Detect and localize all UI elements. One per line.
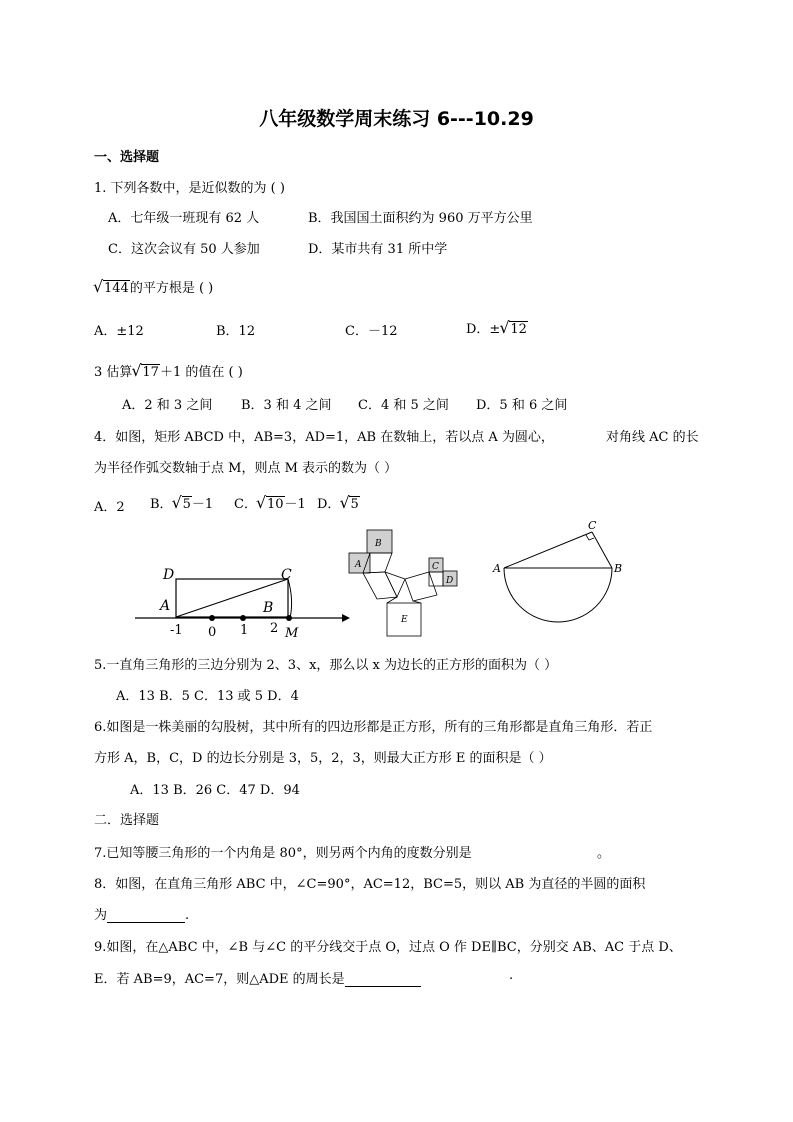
question-8-line-1: 8．如图，在直角三角形 ABC 中，∠C=90°，AC=12，BC=5，则以 AB 为直径的半圆的面积 — [94, 877, 646, 892]
sqrt-symbol: √ 10 — [257, 496, 285, 512]
question-4-line-1a: 4．如图，矩形 ABCD 中，AB=3，AD=1，AB 在数轴上，若以点 A 为圆心， — [94, 430, 554, 445]
figure-semicircle-triangle — [488, 515, 628, 640]
question-3-option-d: D．5 和 6 之间 — [476, 398, 568, 413]
question-1-option-b: B．我国国土面积约为 960 万平方公里 — [308, 211, 533, 226]
question-3-option-b: B．3 和 4 之间 — [241, 398, 332, 413]
question-5-stem: 5.一直角三角形的三边分别为 2、3、x，那么以 x 为边长的正方形的面积为（ ） — [94, 658, 558, 673]
question-3-option-c: C．4 和 5 之间 — [358, 398, 449, 413]
question-4-line-1b: 对角线 AC 的长 — [606, 430, 699, 445]
question-3-option-a: A．2 和 3 之间 — [122, 398, 213, 413]
label-a: A — [493, 562, 501, 575]
label-b: B — [614, 562, 623, 575]
square-right-big — [405, 572, 437, 601]
label-c: C — [432, 562, 439, 572]
question-1-option-c: C．这次会议有 50 人参加 — [108, 242, 260, 257]
question-6-options: A．13 B．26 C．47 D．94 — [130, 783, 300, 798]
section-heading-fill: 二．选择题 — [94, 813, 160, 828]
figure-pythagoras-tree — [345, 527, 460, 639]
label-a: A — [355, 560, 362, 570]
question-1-option-a: A．七年级一班现有 62 人 — [108, 211, 260, 226]
question-1-option-d: D．某市共有 31 所中学 — [308, 242, 448, 257]
sqrt-symbol: √ 12 — [500, 321, 528, 337]
question-3-stem: 3 估算√ 17＋1 的值在 ( ) — [94, 361, 243, 380]
question-2-option-a: A．±12 — [94, 324, 144, 339]
question-6-line-1: 6.如图是一株美丽的勾股树，其中所有的四边形都是正方形，所有的三角形都是直角三角形．若正 — [94, 720, 653, 735]
question-5-options: A．13 B．5 C．13 或 5 D．4 — [116, 689, 299, 704]
label-c: C — [281, 567, 292, 583]
section-heading-choice: 一、选择题 — [94, 150, 160, 165]
label-d: D — [163, 567, 175, 583]
question-4-option-c: C．√ 10－1 — [234, 493, 306, 512]
question-9-end: . — [509, 968, 514, 983]
answer-blank[interactable] — [345, 972, 421, 987]
point-m-dot — [286, 615, 292, 621]
tick-label: -1 — [170, 623, 183, 638]
tick-label: 0 — [208, 625, 217, 640]
sqrt-symbol: √ 5 — [173, 496, 192, 512]
figure-rectangle-number-line — [130, 560, 360, 642]
question-8-line-2: 为 . — [94, 908, 190, 923]
question-4-option-a: A．2 — [94, 500, 125, 515]
label-a: A — [160, 598, 171, 614]
side-bc — [592, 532, 612, 568]
question-9-line-1: 9.如图，在△ABC 中，∠B 与∠C 的平分线交于点 O，过点 O 作 DE∥BC，分别交 AB、AC 于点 D、 — [94, 940, 682, 955]
answer-blank[interactable] — [107, 908, 185, 923]
question-2-option-b: B．12 — [216, 324, 256, 339]
label-c: C — [588, 519, 597, 532]
tick-label: 2 — [270, 621, 279, 636]
question-4-option-d: D．√ 5 — [317, 493, 360, 512]
label-m: M — [285, 626, 299, 641]
question-4-line-2: 为半径作弧交数轴于点 M，则点 M 表示的数为（ ） — [94, 461, 398, 476]
right-angle-mark — [586, 535, 594, 540]
label-e: E — [401, 615, 408, 625]
triangle-top — [385, 572, 405, 597]
question-4-option-b: B．√ 5－1 — [150, 493, 213, 512]
sqrt-symbol: √ 17 — [132, 364, 160, 380]
question-1-stem: 1. 下列各数中，是近似数的为 ( ) — [94, 181, 285, 196]
tick-dot — [209, 615, 215, 621]
sqrt-symbol: √ 5 — [340, 496, 359, 512]
question-2-option-d: D．±√ 12 — [466, 318, 528, 337]
question-7-text: 7.已知等腰三角形的一个内角是 80°，则另两个内角的度数分别是 — [94, 846, 472, 861]
semicircle — [504, 568, 612, 622]
label-b: B — [263, 600, 274, 616]
sqrt-symbol: √ 144 — [94, 280, 130, 296]
label-d: D — [446, 576, 454, 586]
tick-dot — [240, 615, 246, 621]
question-9-line-2: E．若 AB=9，AC=7，则△ADE 的周长是 — [94, 968, 421, 987]
page-title: 八年级数学周末练习 6---10.29 — [259, 108, 534, 130]
tick-label: 1 — [240, 623, 249, 638]
question-2-stem: √ 144的平方根是 ( ) — [94, 277, 213, 296]
question-6-line-2: 方形 A，B，C，D 的边长分别是 3，5，2，3，则最大正方形 E 的面积是（ ） — [94, 751, 552, 766]
side-ac — [504, 532, 592, 568]
question-7-end: 。 — [597, 846, 611, 861]
label-b: B — [375, 539, 382, 549]
question-2-option-c: C．－12 — [345, 324, 398, 339]
